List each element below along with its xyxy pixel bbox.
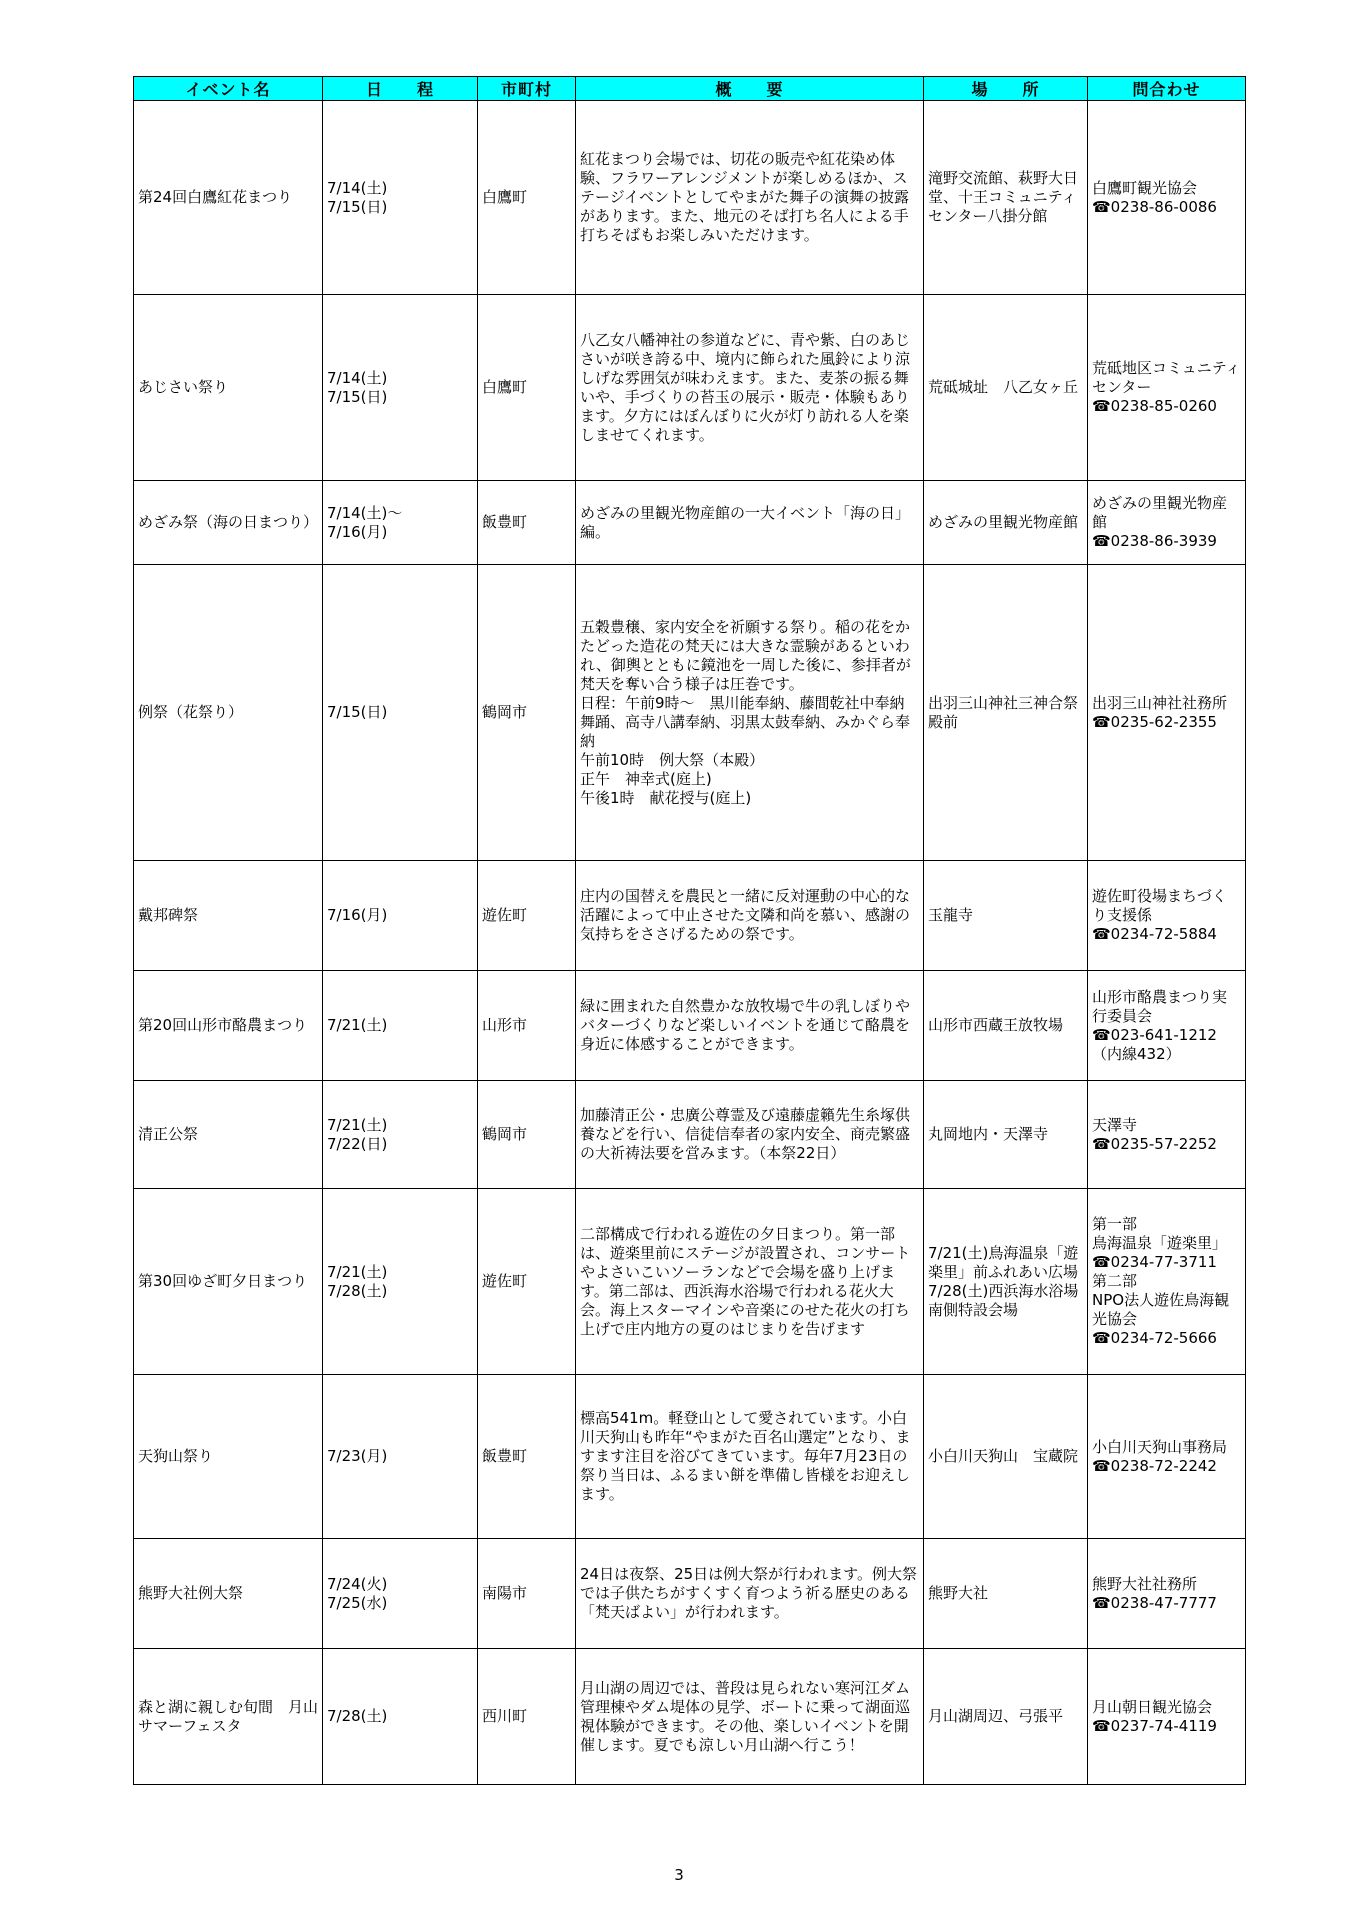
table-row [134,1539,1246,1649]
event-contact-cell: 荒砥地区コミュニティセンター ☎0238-85-0260 [1088,295,1246,481]
header-contact: 問合わせ [1088,77,1246,101]
header-place: 場 所 [924,77,1088,101]
event-contact-cell: 熊野大社社務所 ☎0238-47-7777 [1088,1539,1246,1649]
page-number: 3 [674,1866,684,1884]
event-name-cell: 第24回白鷹紅花まつり [134,101,323,295]
event-name-cell: めざみ祭（海の日まつり） [134,481,323,565]
event-municipality-cell: 山形市 [478,971,576,1081]
event-date-cell: 7/14(土) 7/15(日) [323,101,478,295]
event-place-cell: 丸岡地内・天澤寺 [924,1081,1088,1189]
table-row [134,1649,1246,1785]
event-table [133,76,1246,1785]
event-summary-cell: 加藤清正公・忠廣公尊霊及び遠藤虚籟先生糸塚供養などを行い、信徒信奉者の家内安全、商売繁盛の大祈祷法要を営みます。（本祭22日） [576,1081,924,1189]
event-contact-cell: 第一部 鳥海温泉「遊楽里」 ☎0234-77-3711 第二部 NPO法人遊佐鳥海観光協会 ☎0234-72-5666 [1088,1189,1246,1375]
event-summary-cell: 緑に囲まれた自然豊かな放牧場で牛の乳しぼりやバターづくりなど楽しいイベントを通じて酪農を身近に体感することができます。 [576,971,924,1081]
event-name-cell: 例祭（花祭り） [134,565,323,861]
event-municipality-cell: 飯豊町 [478,481,576,565]
event-place-cell: 小白川天狗山 宝蔵院 [924,1375,1088,1539]
event-name-cell: 第20回山形市酪農まつり [134,971,323,1081]
table-row [134,1375,1246,1539]
event-place-cell: 7/21(土)鳥海温泉「遊楽里」前ふれあい広場 7/28(土)西浜海水浴場南側特設会場 [924,1189,1088,1375]
table-row [134,481,1246,565]
event-date-cell: 7/14(土) 7/15(日) [323,295,478,481]
event-date-cell: 7/14(土)～ 7/16(月) [323,481,478,565]
table-row [134,101,1246,295]
event-name-cell: 清正公祭 [134,1081,323,1189]
event-municipality-cell: 鶴岡市 [478,565,576,861]
event-date-cell: 7/16(月) [323,861,478,971]
event-place-cell: 月山湖周辺、弓張平 [924,1649,1088,1785]
event-date-cell: 7/21(土) 7/22(日) [323,1081,478,1189]
event-name-cell: 戴邦碑祭 [134,861,323,971]
event-date-cell: 7/21(土) [323,971,478,1081]
event-municipality-cell: 鶴岡市 [478,1081,576,1189]
table-row [134,565,1246,861]
event-place-cell: 滝野交流館、萩野大日堂、十王コミュニティセンター八掛分館 [924,101,1088,295]
event-municipality-cell: 白鷹町 [478,295,576,481]
event-name-cell: 熊野大社例大祭 [134,1539,323,1649]
header-row [134,77,1246,101]
event-contact-cell: 出羽三山神社社務所 ☎0235-62-2355 [1088,565,1246,861]
event-place-cell: 出羽三山神社三神合祭殿前 [924,565,1088,861]
table-row [134,1189,1246,1375]
event-contact-cell: 月山朝日観光協会 ☎0237-74-4119 [1088,1649,1246,1785]
event-summary-cell: 庄内の国替えを農民と一緒に反対運動の中心的な活躍によって中止させた文隣和尚を慕い、感謝の気持ちをささげるための祭です。 [576,861,924,971]
event-place-cell: 熊野大社 [924,1539,1088,1649]
event-table-sheet [133,76,1245,1785]
header-date: 日 程 [323,77,478,101]
event-name-cell: あじさい祭り [134,295,323,481]
event-name-cell: 森と湖に親しむ旬間 月山サマーフェスタ [134,1649,323,1785]
event-contact-cell: 小白川天狗山事務局 ☎0238-72-2242 [1088,1375,1246,1539]
header-municipality: 市町村 [478,77,576,101]
event-contact-cell: 天澤寺 ☎0235-57-2252 [1088,1081,1246,1189]
event-contact-cell: 白鷹町観光協会 ☎0238-86-0086 [1088,101,1246,295]
event-date-cell: 7/24(火) 7/25(水) [323,1539,478,1649]
table-row [134,295,1246,481]
event-municipality-cell: 西川町 [478,1649,576,1785]
event-contact-cell: 山形市酪農まつり実行委員会 ☎023-641-1212（内線432） [1088,971,1246,1081]
event-summary-cell: 八乙女八幡神社の参道などに、青や紫、白のあじさいが咲き誇る中、境内に飾られた風鈴により涼しげな雰囲気が味わえます。また、麦茶の振る舞いや、手づくりの苔玉の展示・販売・体験もあります。夕方にはぼんぼりに火が灯り訪れる人を楽しませてくれます。 [576,295,924,481]
event-place-cell: 山形市西蔵王放牧場 [924,971,1088,1081]
event-municipality-cell: 飯豊町 [478,1375,576,1539]
event-municipality-cell: 南陽市 [478,1539,576,1649]
event-summary-cell: 標高541m。軽登山として愛されています。小白川天狗山も昨年“やまがた百名山選定”となり、ますます注目を浴びてきています。毎年7月23日の祭り当日は、ふるまい餅を準備し皆様をお迎えします。 [576,1375,924,1539]
event-contact-cell: めざみの里観光物産館 ☎0238-86-3939 [1088,481,1246,565]
event-name-cell: 第30回ゆざ町夕日まつり [134,1189,323,1375]
event-date-cell: 7/21(土) 7/28(土) [323,1189,478,1375]
event-summary-cell: 24日は夜祭、25日は例大祭が行われます。例大祭では子供たちがすくすく育つよう祈る歴史のある「梵天ばよい」が行われます。 [576,1539,924,1649]
event-place-cell: めざみの里観光物産館 [924,481,1088,565]
event-date-cell: 7/28(土) [323,1649,478,1785]
event-municipality-cell: 遊佐町 [478,861,576,971]
header-event-name: イベント名 [134,77,323,101]
table-row [134,861,1246,971]
event-summary-cell: めざみの里観光物産館の一大イベント「海の日」編。 [576,481,924,565]
event-date-cell: 7/15(日) [323,565,478,861]
event-summary-cell: 月山湖の周辺では、普段は見られない寒河江ダム管理棟やダム堤体の見学、ボートに乗って湖面巡視体験ができます。その他、楽しいイベントを開催します。夏でも涼しい月山湖へ行こう！ [576,1649,924,1785]
event-place-cell: 荒砥城址 八乙女ヶ丘 [924,295,1088,481]
event-summary-cell: 紅花まつり会場では、切花の販売や紅花染め体験、フラワーアレンジメントが楽しめるほか、ステージイベントとしてやまがた舞子の演舞の披露があります。また、地元のそば打ち名人による手打ちそばもお楽しみいただけます。 [576,101,924,295]
event-place-cell: 玉龍寺 [924,861,1088,971]
event-municipality-cell: 遊佐町 [478,1189,576,1375]
event-name-cell: 天狗山祭り [134,1375,323,1539]
event-summary-cell: 二部構成で行われる遊佐の夕日まつり。第一部は、遊楽里前にステージが設置され、コンサートやよさいこいソーランなどで会場を盛り上げます。第二部は、西浜海水浴場で行われる花火大会。海上スターマインや音楽にのせた花火の打ち上げで庄内地方の夏のはじまりを告げます [576,1189,924,1375]
table-row [134,1081,1246,1189]
event-contact-cell: 遊佐町役場まちづくり支援係 ☎0234-72-5884 [1088,861,1246,971]
event-summary-cell: 五穀豊穣、家内安全を祈願する祭り。稲の花をかたどった造花の梵天には大きな霊験があるといわれ、御輿とともに鏡池を一周した後に、参拝者が梵天を奪い合う様子は圧巻です。 日程：午前9時～ 黒川能奉納、藤間乾社中奉納舞踊、高寺八講奉納、羽黒太鼓奉納、みかぐら奉納 午前10時 例大祭（本殿） 正午 神幸式(庭上) 午後1時 献花授与(庭上) [576,565,924,861]
event-date-cell: 7/23(月) [323,1375,478,1539]
event-municipality-cell: 白鷹町 [478,101,576,295]
table-row [134,971,1246,1081]
header-summary: 概 要 [576,77,924,101]
